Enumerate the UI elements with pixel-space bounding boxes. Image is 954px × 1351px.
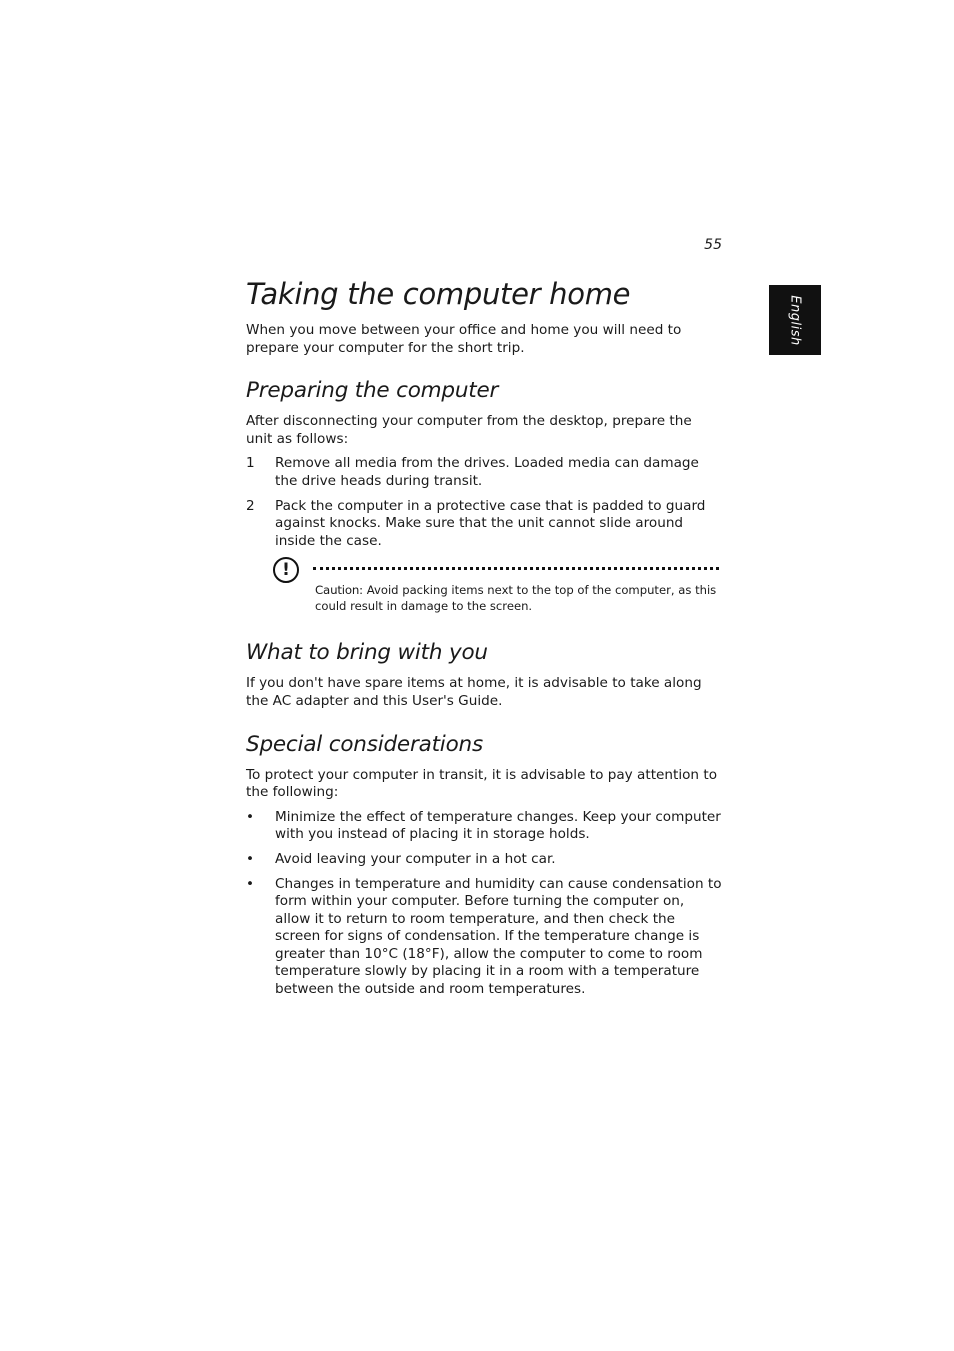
bullet-list — [246, 809, 722, 999]
list-item-text: Remove all media from the drives. Loaded media can damage the drive heads during transit. — [275, 455, 699, 489]
list-item-text: Pack the computer in a protective case that is padded to guard against knocks. Make sure that the unit cannot slide around inside the case. — [275, 497, 706, 549]
dotted-divider — [313, 567, 719, 570]
intro-paragraph: When you move between your office and home you will need to prepare your computer for the short trip. — [246, 322, 682, 356]
page-number: 55 — [704, 237, 722, 253]
caution-body: : Avoid packing items next to the top of the computer, as this could result in damage to the screen. — [315, 583, 717, 613]
list-number: 2 — [246, 497, 255, 514]
section-preparing — [246, 376, 722, 619]
section-heading: What to bring with you — [246, 640, 488, 666]
section-heading: Special considerations — [246, 731, 483, 757]
bullet-icon: • — [246, 808, 255, 825]
list-number: 1 — [246, 455, 255, 472]
page-content — [246, 272, 722, 1006]
caution-label: Caution — [315, 583, 360, 598]
language-tab — [769, 285, 821, 355]
caution-note — [273, 557, 722, 619]
numbered-list — [246, 455, 722, 550]
list-item — [246, 876, 722, 999]
list-item — [246, 498, 722, 551]
bullet-icon: • — [246, 875, 255, 892]
bullet-icon: • — [246, 850, 255, 867]
caution-text — [315, 583, 719, 614]
list-item-text: Minimize the effect of temperature changes. Keep your computer with you instead of placing it in storage holds. — [275, 808, 721, 843]
list-item-text: Avoid leaving your computer in a hot car. — [275, 850, 556, 867]
list-item — [246, 455, 722, 490]
section-bring — [246, 638, 722, 710]
language-tab-label: English — [787, 294, 803, 346]
section-heading: Preparing the computer — [246, 378, 499, 404]
section-lead: If you don't have spare items at home, it is advisable to take along the AC adapter and this User's Guide. — [246, 675, 702, 709]
list-item — [246, 851, 722, 869]
section-lead: To protect your computer in transit, it is advisable to pay attention to the following: — [246, 766, 718, 801]
section-lead: After disconnecting your computer from the desktop, prepare the unit as follows: — [246, 413, 692, 447]
page-title: Taking the computer home — [246, 277, 631, 311]
list-item — [246, 809, 722, 844]
section-special — [246, 730, 722, 999]
list-item-text: Changes in temperature and humidity can cause condensation to form within your computer. Before turning the computer on, allow it to return to room temperature, and then check the screen for signs of condensation. If the temperature change is greater than 10°C (18°F), allow the computer to come to room temperature slowly by placing it in a room with a temperature between the outside and room temperatures. — [275, 875, 722, 998]
exclamation-circle-icon: ! — [273, 557, 299, 583]
